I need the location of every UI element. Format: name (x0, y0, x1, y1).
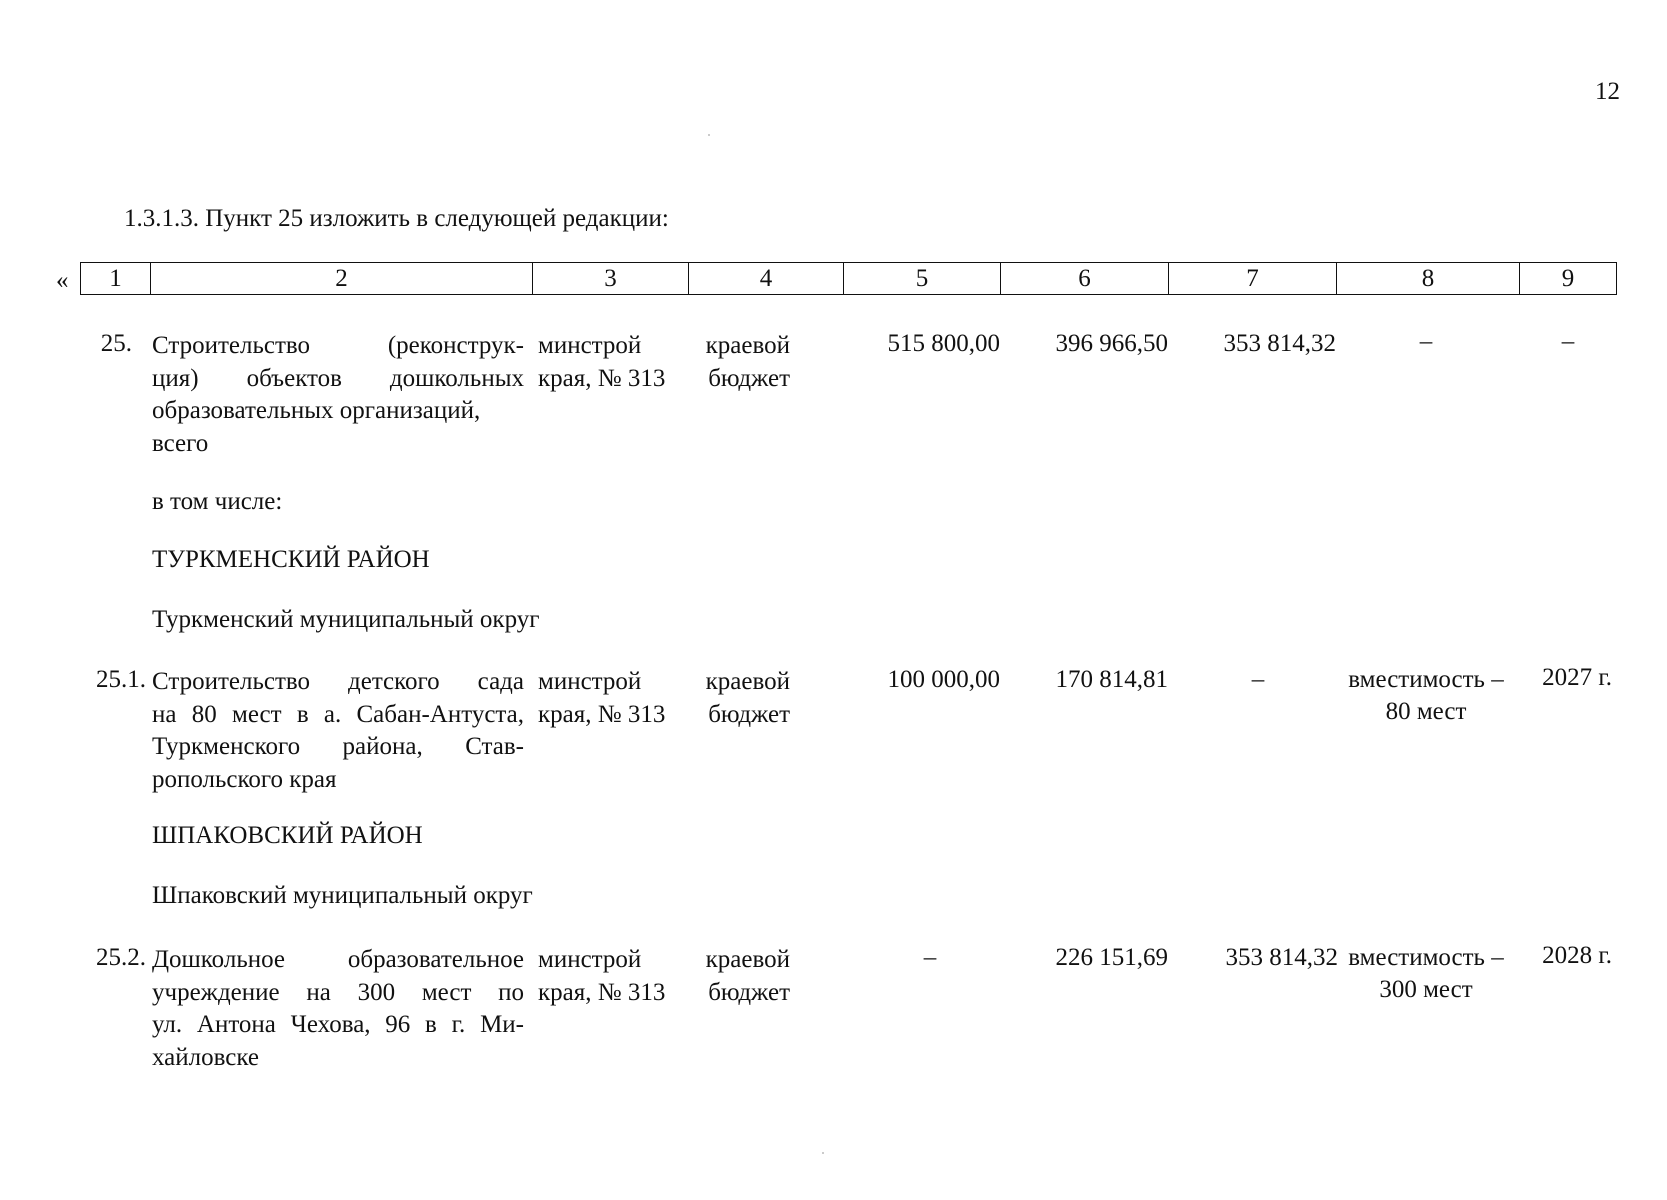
item-name (152, 944, 524, 1074)
executor (538, 944, 682, 1009)
item-name-line: на 80 мест в а. Сабан-Антуста, (152, 700, 524, 728)
funding-source-line: бюджет (708, 700, 790, 728)
item-name-line: хайловске (152, 1043, 259, 1071)
col7-value: 353 814,32 (1225, 944, 1338, 971)
item-name-line: ул. Антона Чехова, 96 в г. Ми- (152, 1011, 524, 1038)
col5-value: 515 800,00 (887, 330, 1000, 357)
header-col-1: 1 (81, 263, 151, 295)
col8-line: вместимость – (1348, 944, 1504, 971)
executor-line: минстрой (538, 668, 642, 695)
including-label: в том числе: (152, 488, 283, 515)
okrug-label: Шпаковский муниципальный округ (152, 882, 533, 909)
item-name-line: учреждение на 300 мест по (152, 978, 524, 1006)
item-name-line: Строительство (реконструк- (152, 332, 524, 359)
column-number-header (80, 262, 1617, 295)
col8-line: 300 мест (1379, 976, 1473, 1003)
item-name-line: ропольского края (152, 765, 337, 793)
col6-value: 226 151,69 (1055, 944, 1168, 971)
header-col-8: 8 (1337, 263, 1520, 295)
item-name-line: всего (152, 429, 209, 457)
row-number: 25.2. (96, 944, 146, 971)
executor-line: края, № 313 (538, 978, 666, 1006)
scan-speck (822, 1152, 824, 1154)
col5-value: 100 000,00 (887, 666, 1000, 693)
col6-value: 170 814,81 (1055, 666, 1168, 693)
district-heading: ШПАКОВСКИЙ РАЙОН (152, 822, 423, 849)
header-col-5: 5 (844, 263, 1001, 295)
col8-value (1336, 942, 1516, 1006)
funding-source (694, 666, 790, 731)
executor-line: минстрой (538, 946, 642, 973)
col8-line: вместимость – (1348, 666, 1504, 693)
funding-source-line: краевой (705, 332, 790, 359)
row-number: 25. (100, 330, 132, 357)
col5-value: – (923, 944, 937, 971)
col9-value: – (1561, 328, 1575, 355)
item-name-line: Туркменского района, Став- (152, 733, 524, 760)
okrug-label: Туркменский муниципальный округ (152, 606, 540, 633)
instruction-text: 1.3.1.3. Пункт 25 изложить в следующей редакции: (124, 205, 669, 232)
header-col-7: 7 (1169, 263, 1337, 295)
opening-quote: « (56, 267, 69, 294)
executor (538, 666, 682, 731)
executor-line: края, № 313 (538, 700, 666, 728)
funding-source-line: краевой (705, 946, 790, 973)
item-name-line: Строительство детского сада (152, 668, 524, 695)
col7-value: – (1251, 666, 1265, 693)
page-number: 12 (1595, 78, 1620, 105)
header-col-6: 6 (1001, 263, 1169, 295)
row-number: 25.1. (96, 666, 146, 693)
col6-value: 396 966,50 (1055, 330, 1168, 357)
header-col-3: 3 (533, 263, 689, 295)
item-name-line: образовательных организаций, (152, 397, 481, 424)
funding-source-line: бюджет (708, 978, 790, 1006)
header-col-4: 4 (689, 263, 844, 295)
col8-line: 80 мест (1385, 698, 1467, 725)
header-col-9: 9 (1520, 263, 1617, 295)
item-name (152, 666, 524, 796)
executor-line: края, № 313 (538, 364, 666, 392)
funding-source-line: краевой (705, 668, 790, 695)
item-name-line: Дошкольное образовательное (152, 946, 524, 973)
col9-value: 2027 г. (1542, 664, 1612, 691)
funding-source (694, 944, 790, 1009)
funding-source-line: бюджет (708, 364, 790, 392)
header-col-2: 2 (151, 263, 533, 295)
col9-value: 2028 г. (1542, 942, 1612, 969)
col8-value (1336, 664, 1516, 728)
item-name (152, 330, 524, 460)
executor (538, 330, 682, 395)
col7-value: 353 814,32 (1223, 330, 1336, 357)
col8-value: – (1419, 328, 1433, 355)
item-name-line: ция) объектов дошкольных (152, 364, 524, 392)
district-heading: ТУРКМЕНСКИЙ РАЙОН (152, 546, 430, 573)
executor-line: минстрой (538, 332, 642, 359)
funding-source (694, 330, 790, 395)
scan-speck (708, 134, 710, 136)
